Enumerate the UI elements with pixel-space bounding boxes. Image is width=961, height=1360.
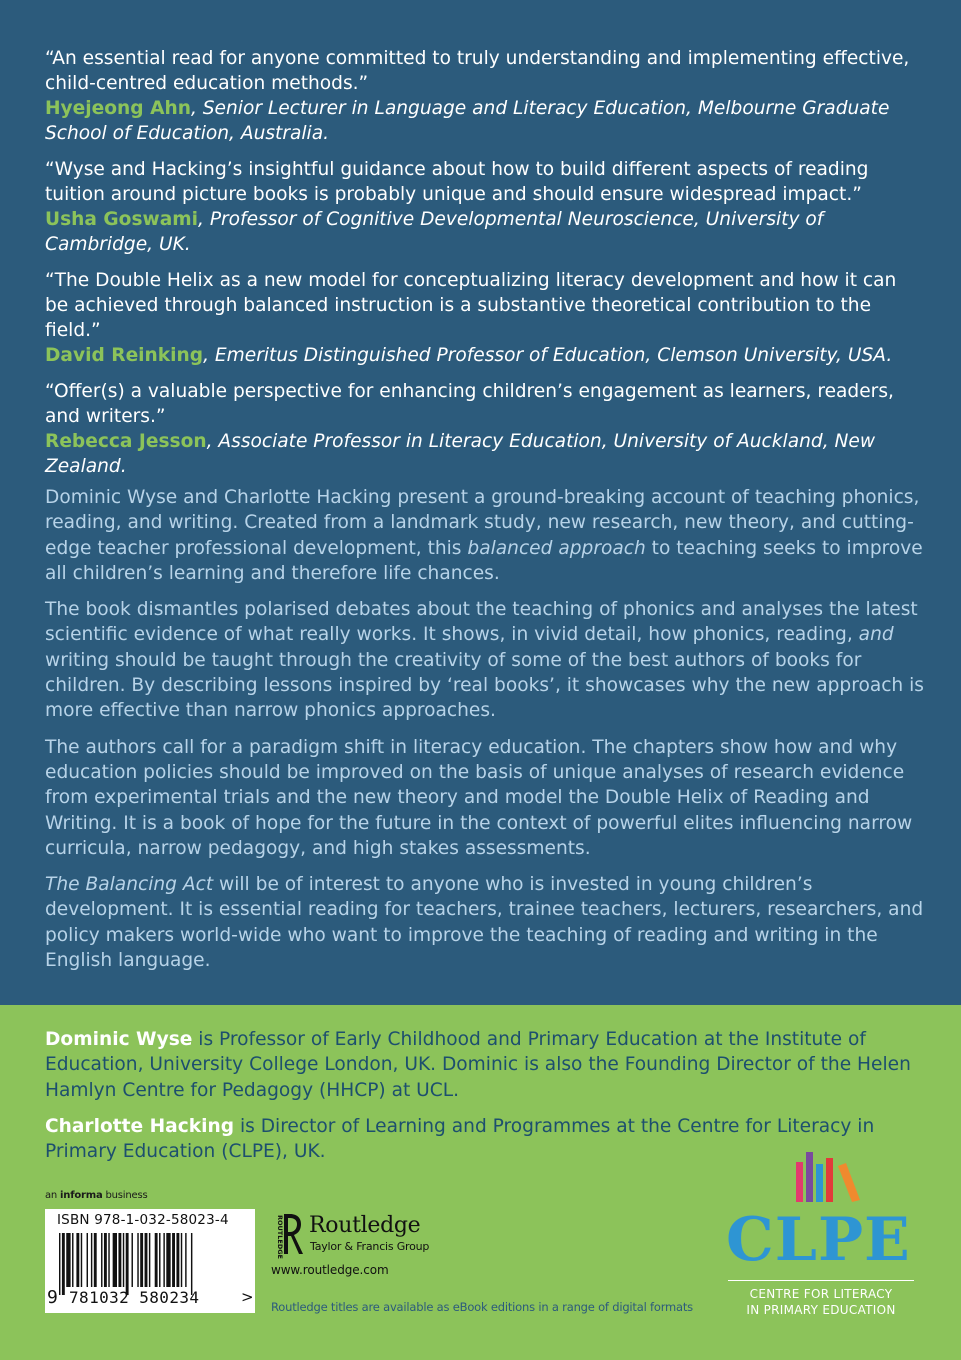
barcode-bar (163, 1233, 164, 1287)
endorser-role: , Emeritus Distinguished Professor of Education, Clemson University, USA. (203, 345, 893, 366)
informa-business-tag: an informa business (45, 1190, 148, 1201)
barcode-bar (118, 1233, 121, 1287)
publisher-name: Routledge (309, 1213, 421, 1238)
barcode-bar (176, 1233, 179, 1287)
barcode-bar (87, 1233, 88, 1287)
svg-text:ROUTLEDGE: ROUTLEDGE (276, 1215, 284, 1259)
barcode-bars (59, 1233, 249, 1295)
barcode-bar (62, 1233, 65, 1295)
publisher-url[interactable]: www.routledge.com (271, 1263, 389, 1277)
endorser-role: , Associate Professor in Literacy Education, University of Auckland, New Zealand. (45, 431, 876, 477)
barcode-bar (104, 1233, 107, 1287)
barcode-bar (145, 1233, 148, 1287)
clpe-tagline: CENTRE FOR LITERACY (749, 1287, 893, 1301)
barcode-bar (72, 1233, 73, 1287)
barcode-first-digit: 9 (47, 1287, 58, 1308)
barcode-bar (137, 1233, 138, 1287)
description-paragraph: The Balancing Act will be of interest to anyone who is invested in young children’s development. It is essential reading for teachers, trainee teachers, lecturers, researchers, and policy makers world-wide who want to improve the teaching of reading and writing in the English language. (45, 874, 924, 972)
description-paragraph: Dominic Wyse and Charlotte Hacking present a ground-breaking account of teaching phonics, reading, and writing. Created from a landmark study, new research, new theory, and cutting-edge teacher professional development, this balanced approach to teaching seeks to improve all children’s learning and therefore life chances. (45, 487, 923, 584)
clpe-tagline: IN PRIMARY EDUCATION (746, 1303, 896, 1317)
barcode-bar (172, 1233, 175, 1287)
ebook-note: Routledge titles are available as eBook editions in a range of digital formats (271, 1300, 693, 1314)
publisher-group: Taylor & Francis Group (310, 1240, 430, 1253)
endorser-name: Hyejeong Ahn (45, 98, 191, 119)
barcode-bar (94, 1233, 97, 1287)
barcode-bar (166, 1233, 170, 1287)
barcode-bar (81, 1233, 82, 1287)
barcode-bar (59, 1233, 60, 1295)
barcode-bar (185, 1233, 186, 1287)
routledge-vertical-wordmark (270, 1214, 284, 1259)
endorsement-quote: “The Double Helix as a new model for conceptualizing literacy development and how it can be achieved through balanced instruction is a substantive theoretical contribution to the field.” (45, 270, 897, 341)
barcode-bar (132, 1233, 133, 1287)
barcode-digits: 781032 580234 (69, 1288, 200, 1307)
barcode-bar (66, 1233, 70, 1287)
barcode-arrow: > (241, 1288, 254, 1306)
endorser-role: , Senior Lecturer in Language and Literacy Education, Melbourne Graduate School of Education, Australia. (45, 98, 890, 144)
description-paragraph: The book dismantles polarised debates about the teaching of phonics and analyses the latest scientific evidence of what really works. It shows, in vivid detail, how phonics, reading, and writing should be taught through the creativity of some of the best authors of books for children. By describing lessons inspired by ‘real books’, it showcases why the new approach is more effective than narrow phonics approaches. (45, 599, 924, 722)
barcode-bar (159, 1233, 160, 1287)
divider (728, 1280, 914, 1281)
isbn-label: ISBN 978-1-032-58023-4 (57, 1212, 229, 1228)
routledge-logo (270, 1212, 450, 1260)
author-bio: Charlotte Hacking is Director of Learning and Programmes at the Centre for Literacy in Primary Education (CLPE), UK. (45, 1115, 875, 1163)
isbn-barcode (45, 1209, 255, 1313)
endorser-name: Usha Goswami (45, 209, 198, 230)
barcode-bar (140, 1233, 143, 1287)
clpe-logo (726, 1152, 916, 1327)
barcode-bar (191, 1233, 192, 1295)
author-name: Charlotte Hacking (45, 1115, 235, 1137)
barcode-bar (155, 1233, 158, 1287)
endorser-name: David Reinking (45, 345, 204, 366)
author-bio: Dominic Wyse is Professor of Early Childhood and Primary Education at the Institute of Education, University College London, UK. Dominic is also the Founding Director of the Helen Hamlyn Centre for Pedagogy (HHCP) at UCL. (45, 1029, 911, 1101)
barcode-bar (91, 1233, 92, 1287)
barcode-bar (181, 1233, 182, 1287)
description-paragraph: The authors call for a paradigm shift in literacy education. The chapters show how and why education policies should be improved on the basis of unique analyses of research evidence from experimental trials and the new theory and model the Double Helix of Reading and Writing. It is a book of hope for the future in the context of powerful elites influencing narrow curricula, narrow pedagogy, and high stakes assessments. (45, 736, 913, 859)
book-description (45, 485, 925, 984)
endorser-role: , Professor of Cognitive Developmental Neuroscience, University of Cambridge, UK. (45, 209, 824, 255)
endorser-name: Rebecca Jesson (45, 431, 207, 452)
barcode-bar (76, 1233, 79, 1287)
endorsements (45, 46, 925, 490)
endorsement (45, 157, 925, 257)
barcode-bar (108, 1233, 109, 1287)
endorsement-quote: “Wyse and Hacking’s insightful guidance about how to build different aspects of reading tuition around picture books is probably unique and should ensure widespread impact.” (45, 159, 869, 205)
routledge-r-icon (281, 1212, 303, 1256)
barcode-bar (123, 1233, 124, 1287)
endorsement (45, 268, 925, 368)
barcode-bar (149, 1233, 150, 1287)
clpe-wordmark: CLPE (726, 1205, 911, 1275)
endorsement-quote: “Offer(s) a valuable perspective for enhancing children’s engagement as learners, readers, and writers.” (45, 381, 894, 427)
endorsement (45, 46, 925, 146)
author-name: Dominic Wyse (45, 1029, 193, 1050)
barcode-bar (126, 1233, 129, 1295)
endorsement (45, 379, 925, 479)
endorsement-quote: “An essential read for anyone committed to truly understanding and implementing effective, child-centred education methods.” (45, 48, 910, 94)
book-spines-icon (794, 1152, 864, 1202)
barcode-bar (113, 1233, 117, 1287)
barcode-bar (101, 1233, 102, 1287)
